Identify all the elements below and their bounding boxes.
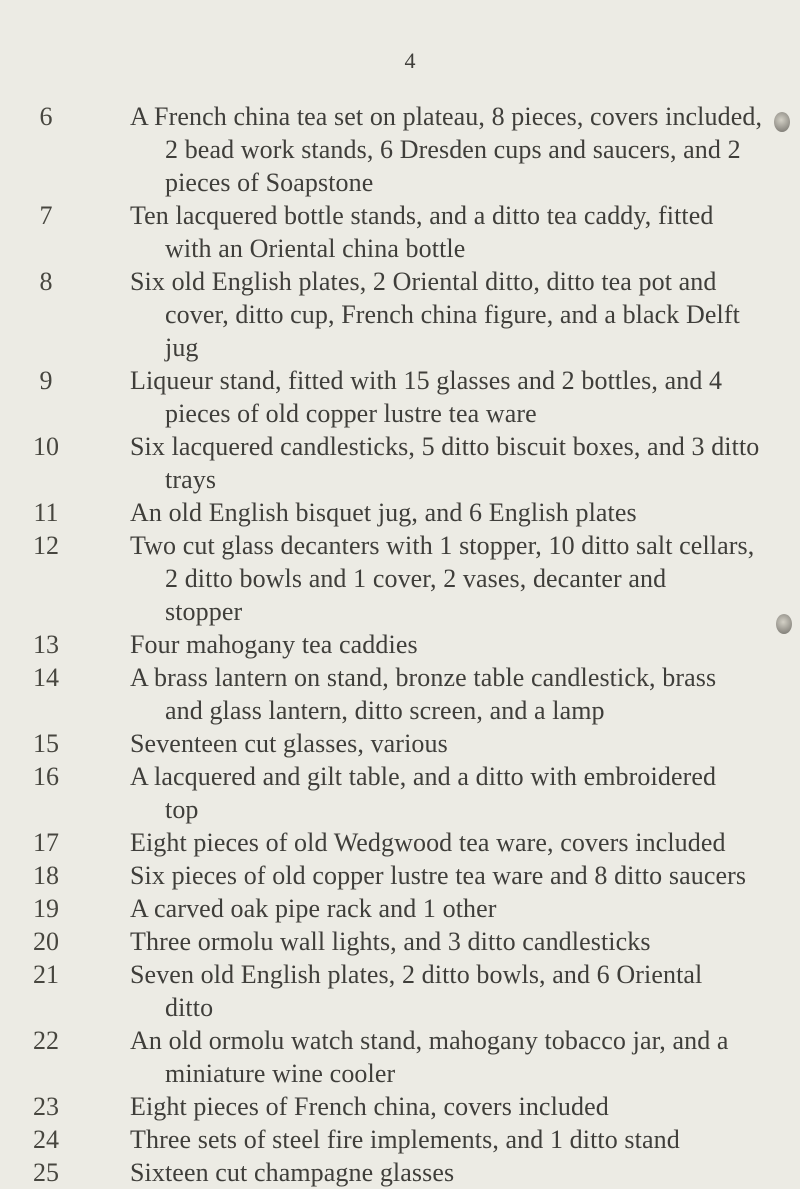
lot-description-line: Six pieces of old copper lustre tea ware and 8 ditto saucers — [130, 861, 747, 890]
lot-description-line: An old ormolu watch stand, mahogany tobacco jar, and a — [130, 1026, 729, 1055]
lot-description-line: Eight pieces of old Wedgwood tea ware, covers included — [130, 828, 726, 857]
lot-description-line: Six old English plates, 2 Oriental ditto, ditto tea pot and — [130, 267, 717, 296]
pin-mark-bottom — [776, 614, 792, 634]
lot-number: 8 — [39, 267, 53, 296]
lot-description-line: Seven old English plates, 2 ditto bowls, and 6 Oriental — [130, 960, 703, 989]
lot-description-line: Liqueur stand, fitted with 15 glasses and 2 bottles, and 4 — [130, 366, 723, 395]
lot-description — [130, 430, 764, 496]
lot-description — [130, 199, 764, 265]
lot-description — [130, 364, 764, 430]
lot-description-line: A French china tea set on plateau, 8 pieces, covers included, — [130, 102, 763, 131]
lot-description-continuation: trays — [165, 465, 217, 494]
lot-description-line: Three ormolu wall lights, and 3 ditto candlesticks — [130, 927, 651, 956]
lot-number: 6 — [39, 102, 53, 131]
lot-description-line: Seventeen cut glasses, various — [130, 729, 448, 758]
lot-description-line: Six lacquered candlesticks, 5 ditto biscuit boxes, and 3 ditto — [130, 432, 760, 461]
pin-mark-top — [774, 112, 790, 132]
lot-description-line: Ten lacquered bottle stands, and a ditto tea caddy, fitted — [130, 201, 714, 230]
lot-description-continuation: and glass lantern, ditto screen, and a lamp — [165, 696, 605, 725]
lot-description — [130, 496, 764, 529]
lot-number: 21 — [33, 960, 59, 989]
lot-description — [130, 760, 764, 826]
lot-description-line: A lacquered and gilt table, and a ditto with embroidered — [130, 762, 717, 791]
lot-number: 13 — [33, 630, 59, 659]
lot-description — [130, 661, 764, 727]
lot-description-continuation: pieces of old copper lustre tea ware — [165, 399, 537, 428]
lot-description — [130, 529, 764, 628]
lot-description — [130, 265, 764, 364]
lot-number: 10 — [33, 432, 59, 461]
lot-number: 7 — [39, 201, 53, 230]
lot-description-line: Sixteen cut champagne glasses — [130, 1158, 455, 1187]
lot-number: 12 — [33, 531, 59, 560]
lot-description-continuation: stopper — [165, 597, 243, 626]
lot-number: 18 — [33, 861, 59, 890]
lot-description-continuation: with an Oriental china bottle — [165, 234, 466, 263]
lot-description — [130, 1156, 764, 1189]
lot-description — [130, 925, 764, 958]
lot-number: 24 — [33, 1125, 59, 1154]
lot-description-continuation: jug — [165, 333, 199, 362]
lot-description-continuation: miniature wine cooler — [165, 1059, 396, 1088]
lot-description — [130, 958, 764, 1024]
lot-description-continuation: ditto — [165, 993, 214, 1022]
lot-description — [130, 1123, 764, 1156]
lot-description-line: Four mahogany tea caddies — [130, 630, 418, 659]
lot-description-line: A brass lantern on stand, bronze table candlestick, brass — [130, 663, 717, 692]
lot-description-continuation: cover, ditto cup, French china figure, and a black Delft — [165, 300, 740, 329]
lot-description — [130, 826, 764, 859]
lot-number: 20 — [33, 927, 59, 956]
lot-number: 25 — [33, 1158, 59, 1187]
lot-number: 17 — [33, 828, 59, 857]
lot-number: 9 — [39, 366, 53, 395]
lot-number: 22 — [33, 1026, 59, 1055]
lot-description — [130, 859, 764, 892]
lot-description — [130, 892, 764, 925]
lot-description-continuation: pieces of Soapstone — [165, 168, 374, 197]
lot-description-line: Two cut glass decanters with 1 stopper, 10 ditto salt cellars, — [130, 531, 755, 560]
lot-description-line: Eight pieces of French china, covers included — [130, 1092, 609, 1121]
lot-number: 19 — [33, 894, 59, 923]
lot-number: 16 — [33, 762, 59, 791]
lot-description — [130, 628, 764, 661]
lot-number: 11 — [33, 498, 59, 527]
lot-description — [130, 727, 764, 760]
lot-description — [130, 100, 764, 199]
page-number: 4 — [404, 48, 416, 73]
lot-number: 23 — [33, 1092, 59, 1121]
lot-description — [130, 1024, 764, 1090]
lot-description-continuation: 2 bead work stands, 6 Dresden cups and saucers, and 2 — [165, 135, 741, 164]
lot-number: 14 — [33, 663, 59, 692]
lot-description-continuation: top — [165, 795, 199, 824]
lot-description — [130, 1090, 764, 1123]
lot-number: 15 — [33, 729, 59, 758]
lot-description-line: Three sets of steel fire implements, and 1 ditto stand — [130, 1125, 680, 1154]
lot-description-continuation: 2 ditto bowls and 1 cover, 2 vases, decanter and — [165, 564, 667, 593]
lot-description-line: A carved oak pipe rack and 1 other — [130, 894, 497, 923]
lot-description-line: An old English bisquet jug, and 6 English plates — [130, 498, 637, 527]
